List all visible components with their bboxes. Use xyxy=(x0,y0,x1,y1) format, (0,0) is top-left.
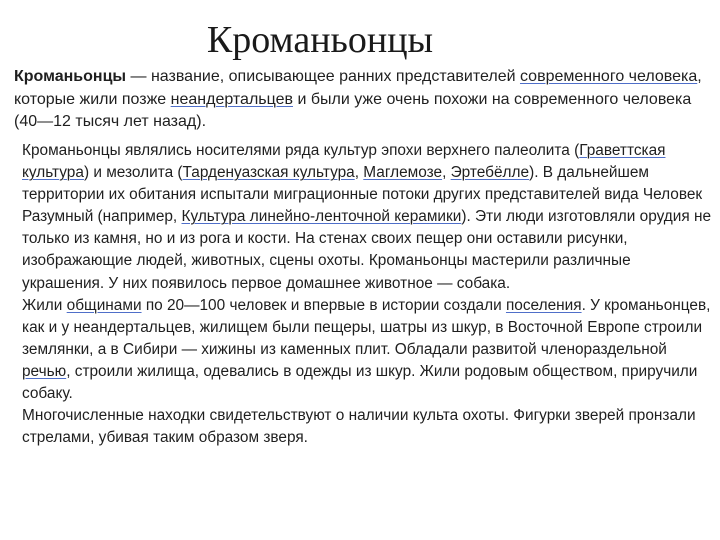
p1-text-4: , xyxy=(442,164,451,182)
link-communities[interactable]: общинами xyxy=(66,296,142,314)
article-body xyxy=(22,140,716,449)
p2-text-2: по 20—100 человек и впервые в истории создали xyxy=(141,296,506,314)
link-modern-human[interactable]: современного человека xyxy=(519,68,698,85)
link-settlements[interactable]: поселения xyxy=(505,296,582,314)
paragraph-cultures xyxy=(22,140,716,295)
p1-text-3: , xyxy=(354,164,364,182)
intro-text-3: и были уже очень похожи на современного человека (40—12 тысяч лет назад). xyxy=(14,90,692,130)
page-title: Кроманьонцы xyxy=(206,19,434,61)
p2-text-3: . У кроманьонцев, как и у неандертальцев, жилищем были пещеры, шатры из шкур, в Восточной Европе строили землянки, а в Сибири — хижины из каменных плит. Обладали развитой членораздельной xyxy=(22,296,711,358)
link-ertebolle[interactable]: Эртебёлле xyxy=(450,164,530,182)
p1-text-1: Кроманьонцы являлись носителями ряда культур эпохи верхнего палеолита ( xyxy=(22,142,580,159)
link-linear-pottery[interactable]: Культура линейно-ленточной керамики xyxy=(181,208,462,226)
intro-paragraph xyxy=(14,66,714,134)
intro-term: Кроманьонцы xyxy=(14,68,127,85)
paragraph-hunting-cult: Многочисленные находки свидетельствуют о наличии культа охоты. Фигурки зверей пронзали стрелами, убивая таким образом зверя. xyxy=(22,407,696,447)
link-neanderthals[interactable]: неандертальцев xyxy=(170,90,293,108)
p1-text-5: ). В дальнейшем территории их обитания испытали миграционные потоки других представителей вида Человек Разумный (например, xyxy=(22,164,703,226)
link-gravettian[interactable]: Граветтская культура xyxy=(22,142,666,182)
p2-text-1: Жили xyxy=(22,296,67,314)
paragraph-settlements xyxy=(22,295,716,405)
intro-text-2: , которые жили позже xyxy=(14,68,702,108)
link-maglemosian[interactable]: Маглемозе xyxy=(363,164,443,182)
p1-text-6: ). Эти люди изготовляли орудия не только из камня, но и из рога и кости. На стенах своих пещер они оставили рисунки, изображающие людей, животных, сцены охоты. Кроманьонцы мастерили различные украшения. У них появилось первое домашнее животное — собака. xyxy=(22,208,712,292)
p2-text-4: , строили жилища, одевались в одежды из шкур. Жили родовым обществом, приручили собаку. xyxy=(22,362,698,403)
intro-text-1: — название, описывающее ранних представителей xyxy=(126,68,520,85)
link-tardenoisian[interactable]: Тарденуазская культура xyxy=(182,164,355,182)
p1-text-2: ) и мезолита ( xyxy=(83,164,183,182)
link-speech[interactable]: речью xyxy=(22,362,67,380)
